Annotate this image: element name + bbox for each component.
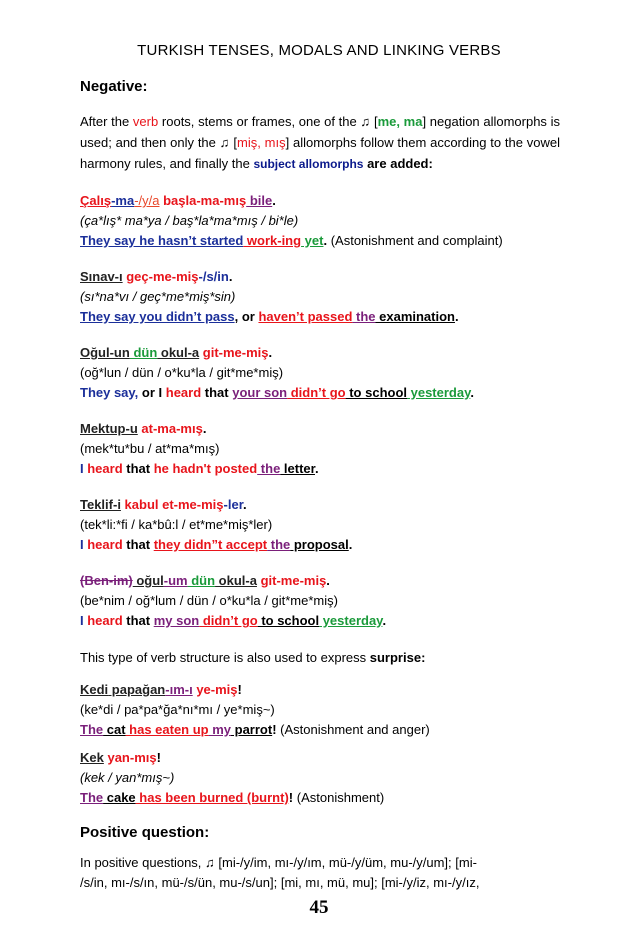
example-turkish	[80, 748, 560, 768]
text-line: In positive questions, ♫ [mi-/y/im, mı-/y/ım, mü-/y/üm, mu-/y/um]; [mi-	[80, 855, 477, 870]
word: -ım-ı	[165, 682, 193, 697]
intro-text: After the	[80, 114, 133, 129]
positive-question-paragraph	[80, 853, 560, 893]
punct: :	[421, 650, 426, 665]
word: (Ben-im)	[80, 573, 133, 588]
example-turkish	[80, 571, 560, 591]
word: -ler	[223, 497, 244, 512]
phrase: he hadn't posted	[153, 461, 258, 476]
punct: .	[268, 345, 273, 360]
running-header: TURKISH TENSES, MODALS AND LINKING VERBS	[137, 42, 501, 59]
phrase: work-ing	[243, 233, 302, 248]
section-heading-positive-question: Positive question:	[80, 824, 210, 841]
intro-text: ] allomorphs follow them according to the vowel harmony rules, and finally the	[80, 135, 560, 171]
phrase: examination	[375, 309, 455, 324]
negative-intro-paragraph	[80, 111, 560, 175]
example-3	[80, 343, 560, 403]
example-english	[80, 459, 560, 479]
word: git-me-miş	[199, 345, 269, 360]
phrase: heard	[165, 385, 202, 400]
phrase: heard	[87, 461, 123, 476]
word: git-me-miş	[256, 573, 327, 588]
intro-verb: verb	[132, 114, 159, 129]
phrase: They say,	[80, 385, 142, 400]
word: -um	[163, 573, 188, 588]
example-syllables: (be*nim / oğ*lum / dün / o*ku*la / git*me*miş)	[80, 593, 338, 608]
phrase: The	[80, 722, 104, 737]
note: (Astonishment)	[296, 790, 385, 805]
example-4	[80, 419, 560, 479]
word: okul-a	[215, 573, 257, 588]
word: papağan	[108, 682, 166, 697]
word: -/y/a	[134, 193, 160, 208]
example-turkish	[80, 191, 560, 211]
punct: .	[382, 613, 387, 628]
phrase: yesterday	[319, 613, 383, 628]
phrase: cat	[103, 722, 126, 737]
surprise-paragraph	[80, 647, 560, 668]
example-6	[80, 571, 560, 631]
text: , or	[234, 309, 259, 324]
phrase: yesterday	[407, 385, 471, 400]
example-syllables: (ça*lış* ma*ya / baş*la*ma*mış / bi*le)	[80, 213, 299, 228]
phrase: to school	[257, 613, 320, 628]
word: ye-miş	[192, 682, 238, 697]
phrase: the	[257, 461, 281, 476]
word: dün	[187, 573, 216, 588]
phrase: my son	[153, 613, 200, 628]
punct: .	[315, 461, 319, 476]
example-syllables: (tek*li:*fi / ka*bû:l / et*me*miş*ler)	[80, 517, 273, 532]
word: okul-a	[157, 345, 200, 360]
phrase: your son	[232, 385, 288, 400]
intro-subject-allomorphs: subject allomorphs	[253, 157, 364, 171]
text: that	[201, 385, 233, 400]
text: that	[122, 461, 154, 476]
intro-text: roots, stems or frames, one of the ♫ [	[158, 114, 378, 129]
phrase: they didn”t accept	[153, 537, 268, 552]
word: dün	[129, 345, 158, 360]
surprise-example-2	[80, 748, 560, 808]
phrase: yet	[301, 233, 324, 248]
example-1	[80, 191, 560, 251]
phrase: the	[267, 537, 291, 552]
phrase: my	[208, 722, 232, 737]
punct: .	[348, 537, 353, 552]
phrase: heard	[87, 537, 123, 552]
punct: !	[156, 750, 161, 765]
phrase: The	[80, 790, 104, 805]
word: -/s/in	[198, 269, 229, 284]
text: This type of verb structure is also used to express	[80, 650, 370, 665]
word: Oğul-un	[80, 345, 130, 360]
example-turkish	[80, 343, 560, 363]
example-turkish	[80, 495, 560, 515]
phrase: parrot	[231, 722, 273, 737]
word: bile	[246, 193, 273, 208]
example-turkish	[80, 419, 560, 439]
word: Mektup-u	[80, 421, 138, 436]
word: oğul	[132, 573, 164, 588]
word: Teklif-i	[80, 497, 121, 512]
text: that	[122, 613, 154, 628]
surprise-word: surprise	[369, 650, 422, 665]
example-english	[80, 383, 560, 403]
section-heading-negative: Negative:	[80, 78, 148, 95]
punct: !	[237, 682, 242, 697]
phrase: I	[80, 613, 88, 628]
punct: .	[454, 309, 459, 324]
example-syllables: (kek / yan*mış~)	[80, 770, 175, 785]
word: at-ma-mış	[137, 421, 203, 436]
phrase: cake	[103, 790, 136, 805]
phrase: They say you didn’t pass	[80, 309, 235, 324]
word: Çalış	[80, 193, 112, 208]
word: Kedi	[80, 682, 109, 697]
punct: .	[272, 193, 276, 208]
word: Kek	[80, 750, 104, 765]
intro-text: are added:	[363, 156, 433, 171]
phrase: haven’t passed	[258, 309, 353, 324]
page-content	[80, 78, 560, 909]
punct: !	[288, 790, 297, 805]
example-syllables: (ke*di / pa*pa*ğa*nı*mı / ye*miş~)	[80, 702, 275, 717]
word: kabul et-me-miş	[120, 497, 224, 512]
example-english	[80, 720, 560, 740]
intro-text: ] negation allomorphs is used; and then only the ♫ [	[80, 114, 561, 150]
punct: .	[228, 269, 233, 284]
text: that	[122, 537, 154, 552]
note: (Astonishment and complaint)	[330, 233, 503, 248]
example-2	[80, 267, 560, 327]
example-turkish	[80, 680, 560, 700]
phrase: to school	[345, 385, 407, 400]
surprise-example-1	[80, 680, 560, 740]
phrase: I	[80, 537, 88, 552]
intro-me-ma: me, ma	[377, 114, 423, 129]
text-line: /s/in, mı-/s/ın, mü-/s/ün, mu-/s/un]; [mi, mı, mü, mu]; [mi-/y/iz, mı-/y/ız,	[80, 875, 480, 890]
phrase: has eaten up	[125, 722, 209, 737]
word: geç-me-miş	[122, 269, 199, 284]
example-5	[80, 495, 560, 555]
punct: .	[470, 385, 474, 400]
phrase: They say he hasn’t started	[80, 233, 244, 248]
punct: !	[272, 722, 281, 737]
example-syllables: (sı*na*vı / geç*me*miş*sin)	[80, 289, 236, 304]
example-english	[80, 231, 560, 251]
text: or I	[141, 385, 166, 400]
note: (Astonishment and anger)	[280, 722, 430, 737]
punct: .	[243, 497, 247, 512]
word: başla-ma-mış	[159, 193, 247, 208]
example-syllables: (oğ*lun / dün / o*ku*la / git*me*miş)	[80, 365, 284, 380]
phrase: didn’t go	[199, 613, 258, 628]
page-number: 45	[309, 897, 329, 918]
phrase: letter	[280, 461, 315, 476]
phrase: heard	[87, 613, 123, 628]
phrase: I	[80, 461, 88, 476]
punct: .	[326, 573, 330, 588]
phrase: the	[352, 309, 376, 324]
example-english	[80, 307, 560, 327]
intro-mis-mis: miş, mış	[237, 135, 286, 150]
word: Sınav-ı	[80, 269, 123, 284]
punct: .	[323, 233, 331, 248]
punct: .	[202, 421, 207, 436]
example-syllables: (mek*tu*bu / at*ma*mış)	[80, 441, 220, 456]
phrase: has been burned (burnt)	[135, 790, 289, 805]
example-english	[80, 535, 560, 555]
phrase: proposal	[290, 537, 349, 552]
word: -ma	[111, 193, 135, 208]
word: yan-mış	[103, 750, 157, 765]
example-turkish	[80, 267, 560, 287]
example-english	[80, 611, 560, 631]
example-english	[80, 788, 560, 808]
phrase: didn’t go	[287, 385, 346, 400]
